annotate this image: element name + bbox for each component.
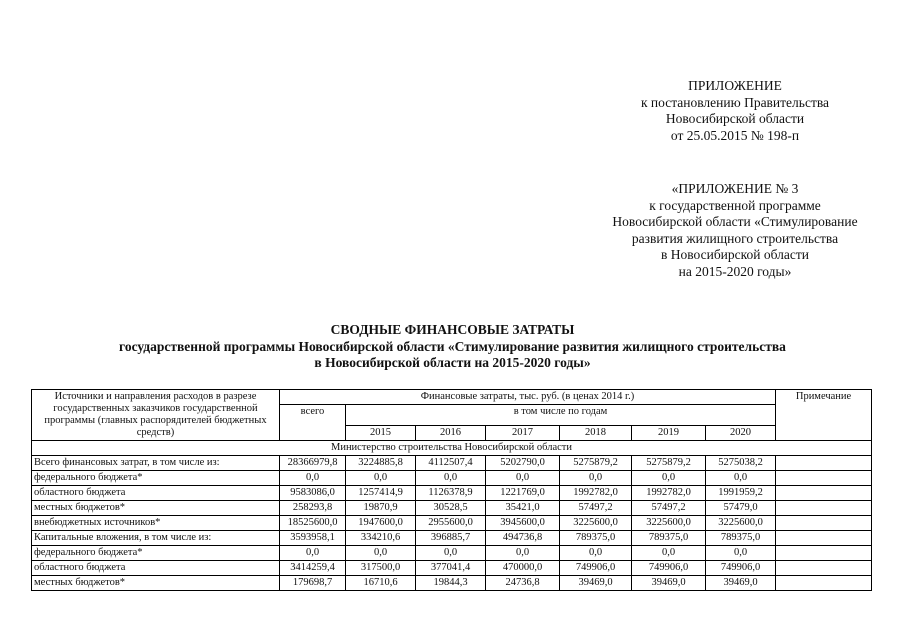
header-year: 2020 [706, 426, 776, 441]
header-year: 2016 [416, 426, 486, 441]
cell-year-value: 0,0 [632, 546, 706, 561]
cell-note [776, 516, 872, 531]
table-row [32, 501, 872, 516]
cell-year-value: 24736,8 [486, 576, 560, 591]
cell-year-value: 334210,6 [346, 531, 416, 546]
cell-total: 28366979,8 [280, 456, 346, 471]
cell-year-value: 1992782,0 [560, 486, 632, 501]
table-row [32, 471, 872, 486]
cell-year-value: 1947600,0 [346, 516, 416, 531]
cell-total: 9583086,0 [280, 486, 346, 501]
title-line: СВОДНЫЕ ФИНАНСОВЫЕ ЗАТРАТЫ [330, 322, 575, 337]
cell-total: 3593958,1 [280, 531, 346, 546]
cell-year-value: 3224885,8 [346, 456, 416, 471]
header-note: Примечание [776, 390, 872, 441]
header-sources: Источники и направления расходов в разрезе государственных заказчиков государственной программы (главных распорядителей бюджетных средств) [32, 390, 280, 441]
cell-year-value: 1257414,9 [346, 486, 416, 501]
cell-note [776, 486, 872, 501]
cell-total: 0,0 [280, 471, 346, 486]
appendix-line: развития жилищного строительства [631, 230, 839, 246]
appendix-header-program [520, 181, 905, 280]
cell-total: 258293,8 [280, 501, 346, 516]
cell-total: 0,0 [280, 546, 346, 561]
appendix-line: ПРИЛОЖЕНИЕ [688, 78, 782, 93]
cell-year-value: 0,0 [346, 546, 416, 561]
table-row [32, 486, 872, 501]
section-row [32, 441, 872, 456]
cell-year-value: 470000,0 [486, 561, 560, 576]
cell-year-value: 377041,4 [416, 561, 486, 576]
cell-year-value: 39469,0 [706, 576, 776, 591]
cell-note [776, 456, 872, 471]
appendix-line: Новосибирской области «Стимулирование [612, 214, 858, 229]
cell-note [776, 546, 872, 561]
cell-year-value: 749906,0 [632, 561, 706, 576]
appendix-line: в Новосибирской области [660, 247, 810, 262]
cell-year-value: 0,0 [706, 471, 776, 486]
cell-year-value: 0,0 [486, 471, 560, 486]
cell-year-value: 39469,0 [560, 576, 632, 591]
row-label: федерального бюджета* [32, 546, 280, 561]
cell-year-value: 1126378,9 [416, 486, 486, 501]
table-row [32, 561, 872, 576]
appendix-line: к постановлению Правительства [640, 94, 830, 110]
cell-note [776, 576, 872, 591]
cell-year-value: 57479,0 [706, 501, 776, 516]
cell-year-value: 5202790,0 [486, 456, 560, 471]
cell-total: 179698,7 [280, 576, 346, 591]
cell-note [776, 501, 872, 516]
cell-year-value: 57497,2 [560, 501, 632, 516]
header-year: 2018 [560, 426, 632, 441]
row-label: Всего финансовых затрат, в том числе из: [32, 456, 280, 471]
cell-year-value: 0,0 [632, 471, 706, 486]
cell-year-value: 789375,0 [560, 531, 632, 546]
document-title [0, 322, 905, 372]
cell-year-value: 1991959,2 [706, 486, 776, 501]
cell-year-value: 0,0 [706, 546, 776, 561]
title-line: в Новосибирской области на 2015-2020 годы» [314, 355, 591, 370]
appendix-line: «ПРИЛОЖЕНИЕ № 3 [671, 181, 799, 196]
cell-year-value: 2955600,0 [416, 516, 486, 531]
row-label: областного бюджета [32, 561, 280, 576]
row-label: Капитальные вложения, в том числе из: [32, 531, 280, 546]
cell-total: 3414259,4 [280, 561, 346, 576]
cell-note [776, 531, 872, 546]
header-by-years: в том числе по годам [346, 405, 776, 426]
cell-year-value: 0,0 [416, 546, 486, 561]
cell-year-value: 1221769,0 [486, 486, 560, 501]
appendix-line: на 2015-2020 годы» [678, 263, 792, 279]
header-year: 2015 [346, 426, 416, 441]
cell-year-value: 19844,3 [416, 576, 486, 591]
cell-year-value: 35421,0 [486, 501, 560, 516]
cell-year-value: 789375,0 [632, 531, 706, 546]
title-line: государственной программы Новосибирской области «Стимулирование развития жилищного строительства [119, 338, 786, 354]
cell-year-value: 5275879,2 [632, 456, 706, 471]
table-row [32, 456, 872, 471]
cell-note [776, 561, 872, 576]
cell-note [776, 471, 872, 486]
appendix-line: от 25.05.2015 № 198-п [670, 127, 800, 143]
cell-year-value: 3225600,0 [560, 516, 632, 531]
header-year: 2019 [632, 426, 706, 441]
table-row [32, 516, 872, 531]
cell-year-value: 317500,0 [346, 561, 416, 576]
table-row [32, 531, 872, 546]
table-header-row [32, 390, 872, 405]
header-costs: Финансовые затраты, тыс. руб. (в ценах 2014 г.) [280, 390, 776, 405]
cell-year-value: 30528,5 [416, 501, 486, 516]
row-label: федерального бюджета* [32, 471, 280, 486]
appendix-line: к государственной программе [649, 197, 821, 213]
cell-year-value: 0,0 [560, 546, 632, 561]
header-total: всего [280, 405, 346, 441]
cell-year-value: 494736,8 [486, 531, 560, 546]
cell-year-value: 3225600,0 [706, 516, 776, 531]
cell-year-value: 19870,9 [346, 501, 416, 516]
cell-year-value: 0,0 [560, 471, 632, 486]
row-label: местных бюджетов* [32, 576, 280, 591]
cell-year-value: 789375,0 [706, 531, 776, 546]
row-label: местных бюджетов* [32, 501, 280, 516]
cell-year-value: 0,0 [346, 471, 416, 486]
appendix-line: Новосибирской области [665, 111, 805, 126]
cell-year-value: 4112507,4 [416, 456, 486, 471]
header-year: 2017 [486, 426, 560, 441]
cell-year-value: 3945600,0 [486, 516, 560, 531]
table-row [32, 576, 872, 591]
cell-year-value: 5275879,2 [560, 456, 632, 471]
row-label: внебюджетных источников* [32, 516, 280, 531]
row-label: областного бюджета [32, 486, 280, 501]
cell-year-value: 396885,7 [416, 531, 486, 546]
cell-year-value: 0,0 [416, 471, 486, 486]
cell-year-value: 749906,0 [706, 561, 776, 576]
cell-year-value: 0,0 [486, 546, 560, 561]
cell-year-value: 39469,0 [632, 576, 706, 591]
financial-costs-table [31, 389, 872, 591]
appendix-header-decree [560, 78, 905, 144]
cell-year-value: 3225600,0 [632, 516, 706, 531]
cell-year-value: 5275038,2 [706, 456, 776, 471]
cell-year-value: 57497,2 [632, 501, 706, 516]
cell-total: 18525600,0 [280, 516, 346, 531]
table-row [32, 546, 872, 561]
cell-year-value: 749906,0 [560, 561, 632, 576]
cell-year-value: 1992782,0 [632, 486, 706, 501]
cell-year-value: 16710,6 [346, 576, 416, 591]
section-title: Министерство строительства Новосибирской области [32, 441, 872, 456]
